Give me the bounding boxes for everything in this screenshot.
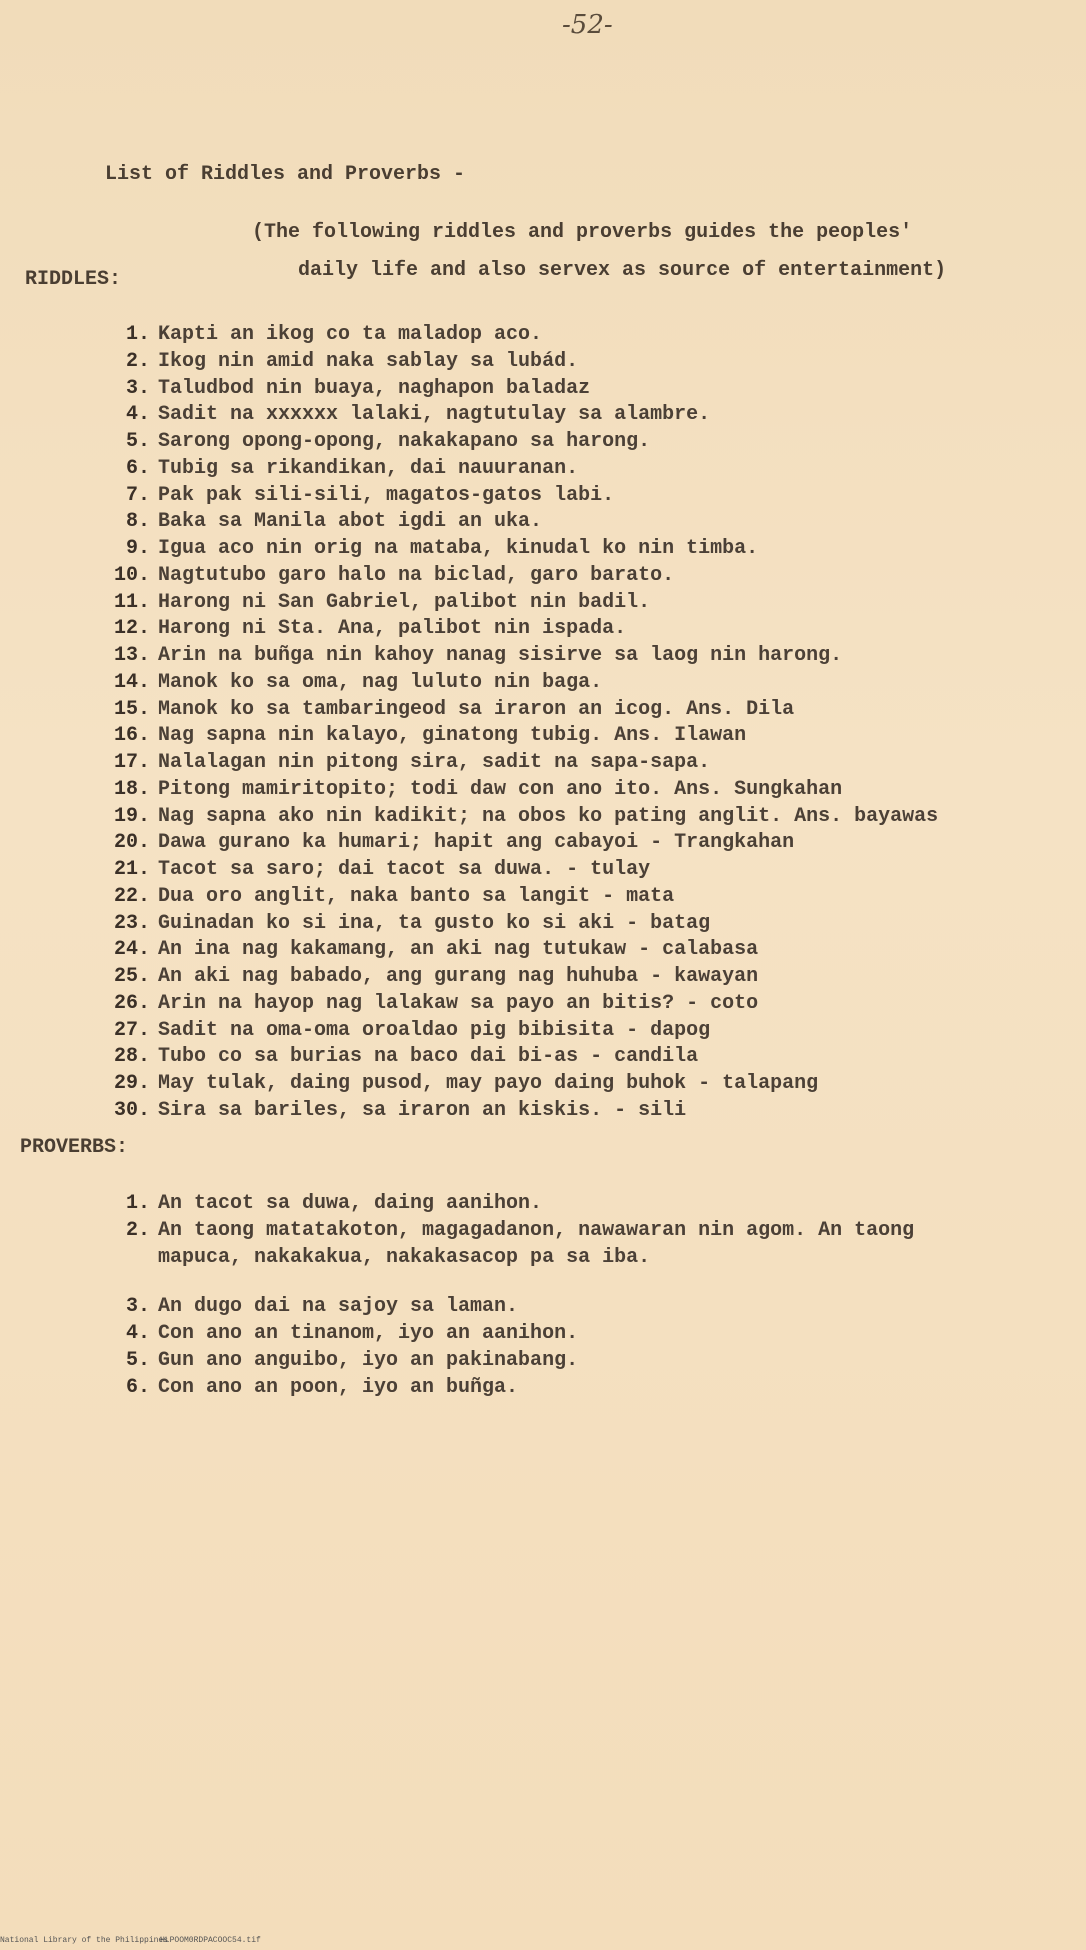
riddle-text: Arin na hayop nag lalakaw sa payo an bitis? - coto <box>158 991 759 1015</box>
riddle-number: 20. <box>113 831 150 855</box>
riddle-text: Dawa gurano ka humari; hapit ang cabayoi - Trangkahan <box>158 831 795 855</box>
riddle-item <box>98 349 938 376</box>
riddle-text: Kapti an ikog co ta maladop aco. <box>158 323 543 346</box>
riddle-text: May tulak, daing pusod, may payo daing buhok - talapang <box>158 1072 819 1095</box>
riddle-text: Tubig sa rikandikan, dai nauuranan. <box>158 456 579 480</box>
riddle-number: 23. <box>113 911 150 935</box>
proverbs-heading: PROVERBS: <box>20 1136 129 1159</box>
riddle-text: Nag sapna nin kalayo, ginatong tubig. Ans. Ilawan <box>158 724 747 748</box>
riddle-item <box>98 1098 938 1125</box>
riddle-item <box>98 536 938 563</box>
proverb-text: An dugo dai na sajoy sa laman. <box>158 1295 519 1318</box>
spacer <box>98 1271 914 1293</box>
riddle-text: Manok ko sa tambaringeod sa iraron an icog. Ans. Dila <box>158 697 795 721</box>
document-title: List of Riddles and Proverbs - <box>105 163 466 186</box>
riddle-number: 8. <box>125 510 150 534</box>
riddle-number: 13. <box>113 644 150 667</box>
proverb-item <box>98 1217 914 1271</box>
proverb-number: 2. <box>125 1219 150 1242</box>
riddle-number: 10. <box>113 563 150 587</box>
riddle-text: Pitong mamiritopito; todi daw con ano ito. Ans. Sungkahan <box>158 777 843 801</box>
riddle-item <box>98 991 938 1018</box>
riddle-number: 16. <box>113 724 150 748</box>
riddle-item <box>98 376 938 403</box>
riddle-number: 9. <box>125 537 150 560</box>
proverb-number: 4. <box>125 1322 150 1345</box>
riddle-text: Sadit na xxxxxx lalaki, nagtutulay sa alambre. <box>158 403 711 427</box>
proverb-number: 3. <box>125 1295 150 1318</box>
riddle-number: 24. <box>113 938 150 962</box>
riddle-item <box>98 964 938 991</box>
riddle-text: Harong ni San Gabriel, palibot nin badil. <box>158 590 651 614</box>
riddle-number: 27. <box>113 1018 150 1042</box>
riddle-text: Arin na buñga nin kahoy nanag sisirve sa laog nin harong. <box>158 644 843 667</box>
riddles-list <box>98 322 938 1125</box>
riddle-text: Manok ko sa oma, nag luluto nin baga. <box>158 670 603 694</box>
riddle-text: Sadit na oma-oma oroaldao pig bibisita - dapog <box>158 1018 711 1042</box>
riddle-number: 12. <box>113 617 150 641</box>
riddle-item <box>98 777 938 804</box>
riddle-text: Dua oro anglit, naka banto sa langit - mata <box>158 884 675 908</box>
riddle-number: 2. <box>125 349 150 373</box>
riddle-item <box>98 1044 938 1071</box>
riddle-number: 29. <box>113 1072 150 1095</box>
riddle-number: 11. <box>113 590 150 614</box>
riddle-number: 3. <box>125 376 150 400</box>
riddle-item <box>98 643 938 670</box>
intro-line-1: (The following riddles and proverbs guides the peoples' <box>252 221 913 244</box>
riddle-item <box>98 1018 938 1045</box>
riddle-number: 19. <box>113 804 150 828</box>
riddle-item <box>98 429 938 456</box>
riddle-number: 30. <box>113 1098 150 1122</box>
riddle-item <box>98 509 938 536</box>
riddle-number: 21. <box>113 858 150 881</box>
riddle-number: 22. <box>113 884 150 908</box>
riddle-number: 17. <box>113 751 150 774</box>
riddle-item <box>98 590 938 617</box>
riddle-item <box>98 483 938 510</box>
riddle-item <box>98 830 938 857</box>
riddle-item <box>98 723 938 750</box>
riddle-item <box>98 857 938 884</box>
riddle-text: Igua aco nin orig na mataba, kinudal ko nin timba. <box>158 537 759 560</box>
riddle-item <box>98 563 938 590</box>
proverb-number: 1. <box>125 1192 150 1215</box>
riddle-item <box>98 456 938 483</box>
proverbs-list <box>98 1190 914 1401</box>
proverb-number: 5. <box>125 1349 150 1372</box>
proverb-item <box>98 1320 914 1347</box>
footer-library-credit: National Library of the Philippines <box>0 1936 169 1945</box>
riddle-number: 18. <box>113 777 150 801</box>
riddle-text: Nagtutubo garo halo na biclad, garo barato. <box>158 563 675 587</box>
riddle-number: 15. <box>113 697 150 721</box>
riddle-text: An ina nag kakamang, an aki nag tutukaw - calabasa <box>158 938 759 962</box>
riddle-item <box>98 884 938 911</box>
riddle-number: 6. <box>125 456 150 480</box>
riddle-item <box>98 1071 938 1098</box>
riddle-text: Sira sa bariles, sa iraron an kiskis. - sili <box>158 1098 687 1122</box>
proverb-text: Gun ano anguibo, iyo an pakinabang. <box>158 1349 579 1372</box>
riddle-text: An aki nag babado, ang gurang nag huhuba - kawayan <box>158 965 759 988</box>
intro-line-2: daily life and also servex as source of entertainment) <box>298 259 947 282</box>
riddle-item <box>98 911 938 938</box>
riddle-item <box>98 937 938 964</box>
riddle-number: 7. <box>125 483 150 507</box>
riddle-number: 4. <box>125 403 150 427</box>
proverb-text: Con ano an tinanom, iyo an aanihon. <box>158 1322 579 1345</box>
proverb-item <box>98 1374 914 1401</box>
riddle-item <box>98 402 938 429</box>
riddle-text: Harong ni Sta. Ana, palibot nin ispada. <box>158 617 627 641</box>
proverb-text: Con ano an poon, iyo an buñga. <box>158 1376 519 1399</box>
riddle-item <box>98 616 938 643</box>
riddle-number: 14. <box>113 670 150 694</box>
riddle-item <box>98 670 938 697</box>
riddle-text: Ikog nin amid naka sablay sa lubád. <box>158 349 579 373</box>
riddle-number: 26. <box>113 991 150 1015</box>
proverb-item <box>98 1293 914 1320</box>
proverb-text: An taong matatakoton, magagadanon, nawawaran nin agom. An taong <box>158 1219 915 1242</box>
riddle-text: Tacot sa saro; dai tacot sa duwa. - tulay <box>158 858 651 881</box>
footer-filename: HLPOOM0RDPACOOC54.tif <box>160 1936 261 1945</box>
riddle-text: Nag sapna ako nin kadikit; na obos ko pating anglit. Ans. bayawas <box>158 804 939 828</box>
proverb-text: An tacot sa duwa, daing aanihon. <box>158 1192 543 1215</box>
riddles-heading: RIDDLES: <box>25 268 122 291</box>
page-number: -52- <box>562 10 613 40</box>
riddle-text: Tubo co sa burias na baco dai bi-as - candila <box>158 1045 699 1069</box>
riddle-text: Guinadan ko si ina, ta gusto ko si aki - batag <box>158 911 711 935</box>
proverb-continuation: mapuca, nakakakua, nakakasacop pa sa iba. <box>158 1246 651 1269</box>
riddle-item <box>98 697 938 724</box>
proverb-item <box>98 1190 914 1217</box>
riddle-text: Pak pak sili-sili, magatos-gatos labi. <box>158 483 615 507</box>
riddle-number: 1. <box>125 323 150 346</box>
riddle-text: Taludbod nin buaya, naghapon baladaz <box>158 376 591 400</box>
riddle-item <box>98 750 938 777</box>
riddle-item <box>98 322 938 349</box>
riddle-number: 28. <box>113 1045 150 1069</box>
riddle-number: 5. <box>125 430 150 453</box>
riddle-text: Nalalagan nin pitong sira, sadit na sapa-sapa. <box>158 751 711 774</box>
riddle-item <box>98 804 938 831</box>
riddle-text: Baka sa Manila abot igdi an uka. <box>158 510 543 534</box>
proverb-number: 6. <box>125 1376 150 1399</box>
riddle-text: Sarong opong-opong, nakakapano sa harong. <box>158 430 651 453</box>
riddle-number: 25. <box>113 965 150 988</box>
proverb-item <box>98 1347 914 1374</box>
